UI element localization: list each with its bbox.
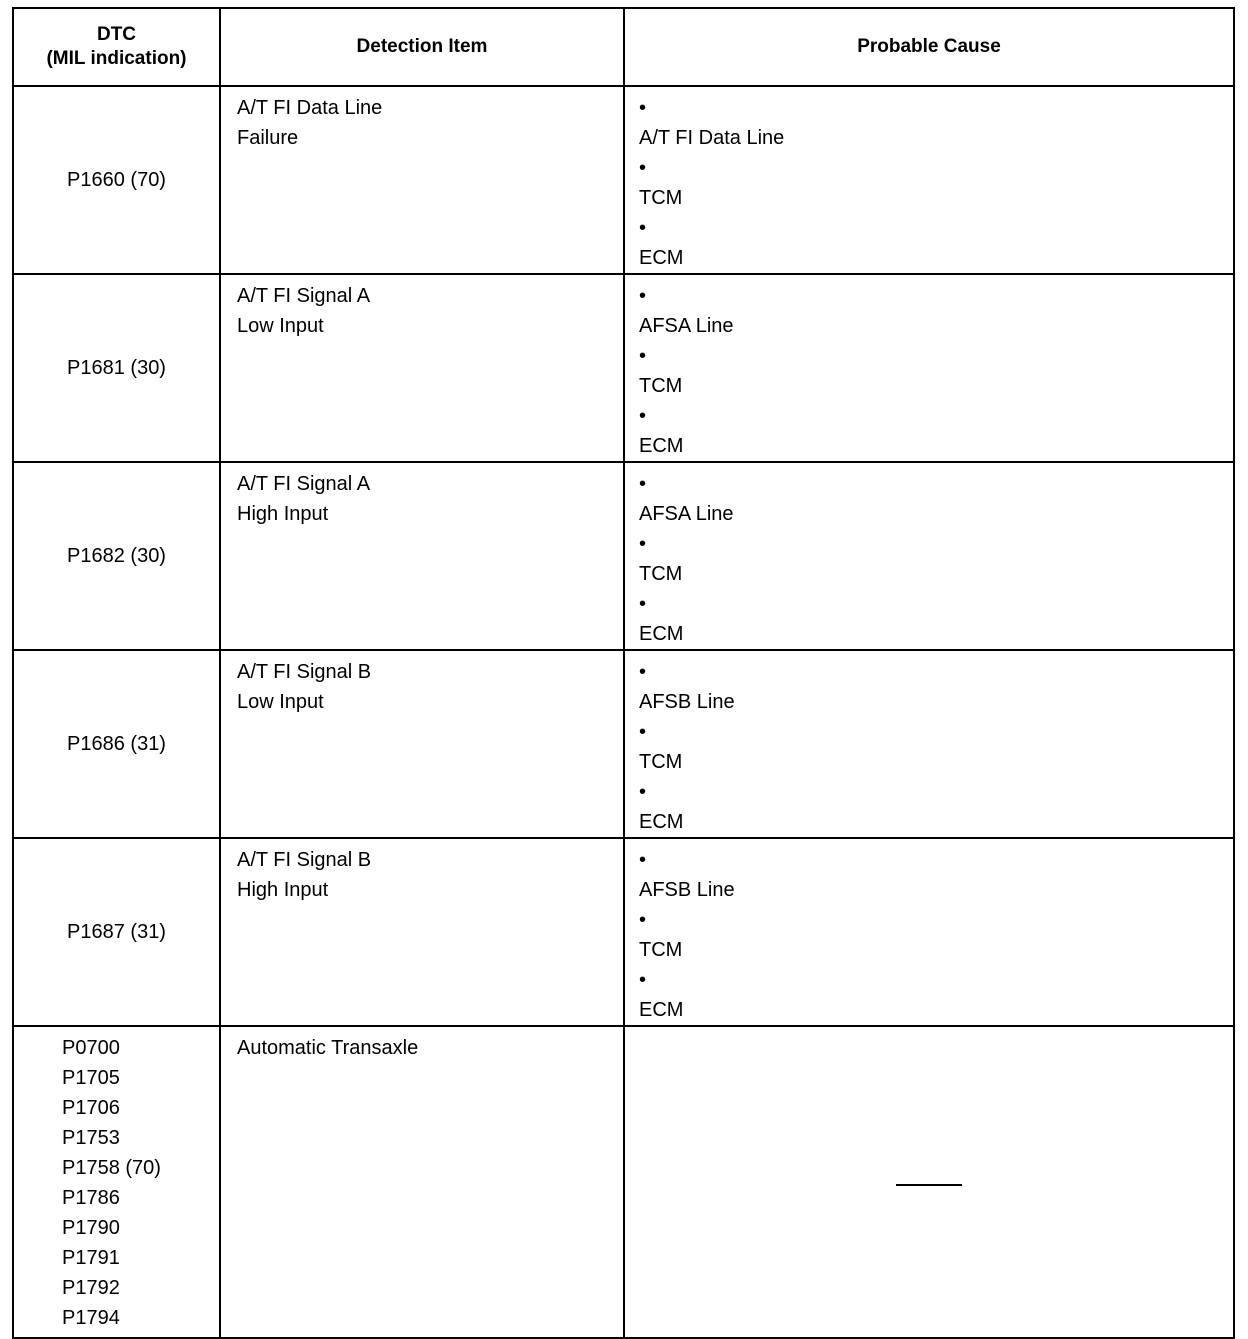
detection-item: [220, 838, 624, 1026]
cause-item: • AFSB Line: [639, 661, 735, 713]
cause-item: • TCM: [639, 345, 683, 397]
cause-item: • TCM: [639, 157, 683, 209]
detection-item-line: A/T FI Signal B: [237, 661, 372, 683]
dtc-code: P1706: [62, 1097, 120, 1119]
header-dtc-line1: DTC: [96, 24, 137, 45]
header-probable-cause: Probable Cause: [624, 8, 1234, 86]
cause-item: • AFSA Line: [639, 473, 734, 525]
header-row: [13, 8, 1234, 86]
probable-cause: [624, 86, 1234, 274]
table-row-last: [13, 1026, 1234, 1338]
dtc-code: P1705: [62, 1067, 120, 1089]
cause-item: • ECM: [639, 405, 684, 457]
probable-cause: [624, 650, 1234, 838]
detection-item: Automatic Transaxle: [220, 1026, 624, 1338]
header-dtc: [13, 8, 220, 86]
cause-item: • A/T FI Data Line: [639, 97, 785, 149]
detection-item-line: High Input: [237, 879, 329, 901]
cause-item: • TCM: [639, 909, 683, 961]
cause-item: • ECM: [639, 781, 684, 833]
detection-item: [220, 274, 624, 462]
detection-item-line: A/T FI Signal B: [237, 849, 372, 871]
table-row: [13, 86, 1234, 274]
cause-item: • TCM: [639, 721, 683, 773]
dtc-code: P1753: [62, 1127, 120, 1149]
detection-item-line: High Input: [237, 503, 329, 525]
table-row: [13, 838, 1234, 1026]
dtc-code: P1758 (70): [62, 1157, 161, 1179]
dtc-code: P1681 (30): [13, 274, 220, 462]
detection-item-line: Low Input: [237, 691, 324, 713]
probable-cause: [624, 462, 1234, 650]
dtc-code: P1786: [62, 1187, 120, 1209]
dtc-code: P1794: [62, 1307, 120, 1329]
detection-item: [220, 462, 624, 650]
dtc-code-list: [13, 1026, 220, 1338]
detection-item-line: Low Input: [237, 315, 324, 337]
cause-item: • ECM: [639, 969, 684, 1021]
cause-item: • AFSB Line: [639, 849, 735, 901]
dtc-table: [12, 7, 1235, 1339]
dtc-code: P0700: [62, 1037, 120, 1059]
table-row: [13, 650, 1234, 838]
dtc-code: P1791: [62, 1247, 120, 1269]
dtc-code: P1792: [62, 1277, 120, 1299]
probable-cause: [624, 274, 1234, 462]
dtc-code: P1686 (31): [13, 650, 220, 838]
probable-cause: [624, 838, 1234, 1026]
cause-item: • ECM: [639, 593, 684, 645]
dash-line: [896, 1184, 962, 1186]
cause-item: • TCM: [639, 533, 683, 585]
detection-item: [220, 650, 624, 838]
detection-item: [220, 86, 624, 274]
dtc-code: P1660 (70): [13, 86, 220, 274]
probable-cause: [624, 1026, 1234, 1338]
detection-item-line: A/T FI Signal A: [237, 285, 371, 307]
dtc-code: P1687 (31): [13, 838, 220, 1026]
table-row: [13, 462, 1234, 650]
header-dtc-line2: (MIL indication): [46, 48, 187, 69]
cause-item: • ECM: [639, 217, 684, 269]
cause-item: • AFSA Line: [639, 285, 734, 337]
header-detection-item: Detection Item: [220, 8, 624, 86]
detection-item-line: A/T FI Data Line: [237, 97, 383, 119]
dtc-code: P1682 (30): [13, 462, 220, 650]
table-row: [13, 274, 1234, 462]
detection-item-line: A/T FI Signal A: [237, 473, 371, 495]
detection-item-line: Failure: [237, 127, 299, 149]
dtc-code: P1790: [62, 1217, 120, 1239]
